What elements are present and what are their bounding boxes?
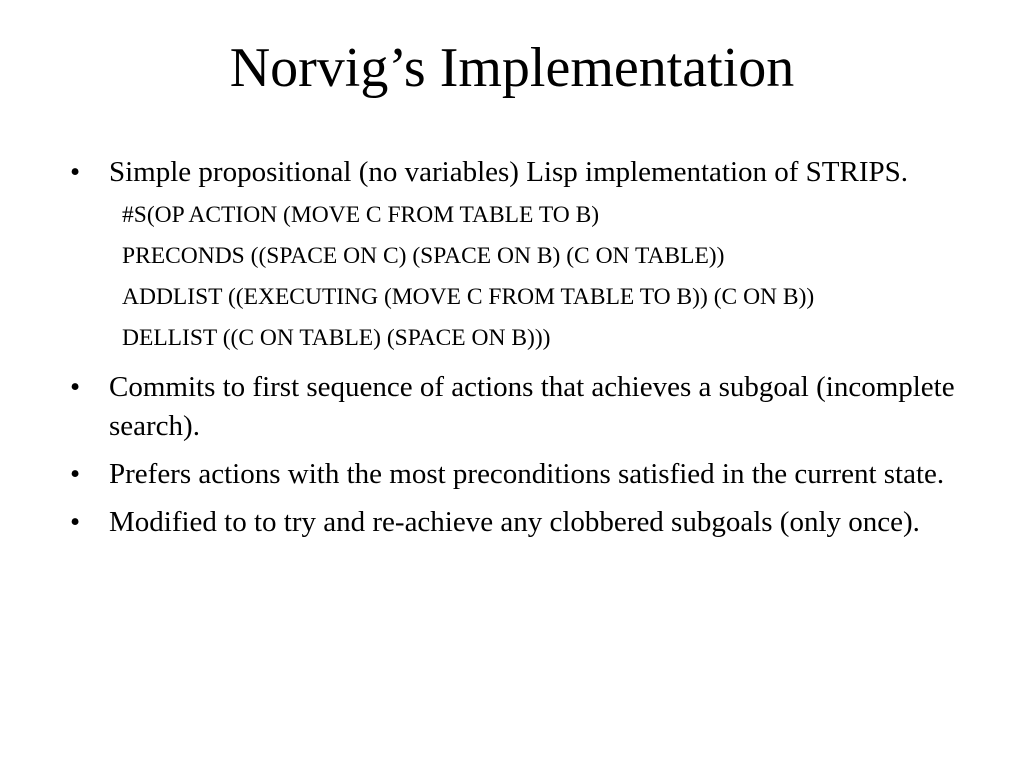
bullet-marker: • — [70, 371, 81, 403]
bullet-item — [70, 503, 980, 542]
bullet-text: Commits to first sequence of actions that achieves a subgoal (incomplete search). — [109, 371, 955, 442]
code-line: ADDLIST ((EXECUTING (MOVE C FROM TABLE TO B)) (C ON B)) — [122, 284, 815, 310]
bullet-marker: • — [70, 156, 81, 188]
code-line: DELLIST ((C ON TABLE) (SPACE ON B))) — [122, 325, 551, 351]
slide-title: Norvig’s Implementation — [229, 37, 795, 99]
bullet-text: Modified to to try and re-achieve any clobbered subgoals (only once). — [109, 506, 920, 538]
bullet-marker: • — [70, 458, 81, 490]
code-line: #S(OP ACTION (MOVE C FROM TABLE TO B) — [122, 202, 600, 228]
code-block — [70, 195, 980, 359]
code-line: PRECONDS ((SPACE ON C) (SPACE ON B) (C ON TABLE)) — [122, 243, 725, 269]
bullet-text: Prefers actions with the most preconditions satisfied in the current state. — [109, 458, 945, 490]
bullet-item — [70, 368, 980, 446]
bullet-marker: • — [70, 506, 81, 538]
slide-content — [70, 153, 980, 542]
bullet-text: Simple propositional (no variables) Lisp implementation of STRIPS. — [109, 156, 909, 188]
bullet-item — [70, 455, 980, 494]
bullet-item — [70, 153, 980, 192]
